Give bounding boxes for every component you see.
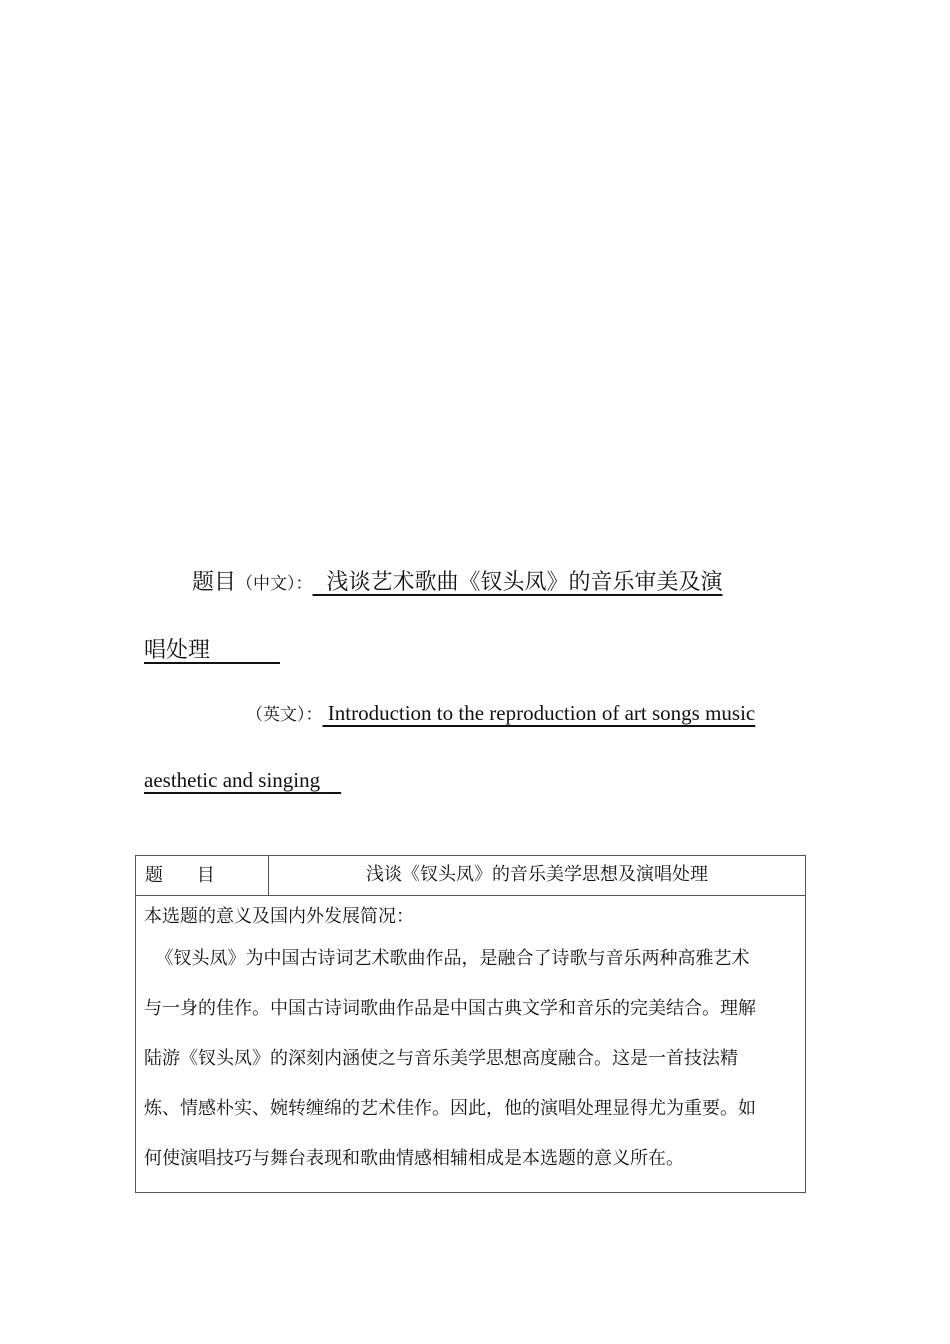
english-tag: （英文）： [246,705,323,725]
paragraph-line: 炼、情感朴实、婉转缠绵的艺术佳作。因此，他的演唱处理显得尤为重要。如 [144,1098,756,1119]
significance-cell [136,896,805,1192]
english-title-line-2 [144,765,341,797]
chinese-title-part-2: 唱处理 [144,638,211,663]
english-title-part-2: aesthetic and singing [144,768,321,792]
underline-filler [320,768,341,792]
chinese-title-part-1: 浅谈艺术歌曲《钗头凤》的音乐审美及演 [312,570,723,595]
title-label: 题目 [192,570,237,595]
section-heading: 本选题的意义及国内外发展简况： [144,906,414,927]
chinese-title-line-1 [192,566,806,601]
topic-label: 题 目 [136,856,269,895]
chinese-title-line-2 [144,634,280,668]
proposal-table [135,855,806,1193]
topic-value: 浅谈《钗头凤》的音乐美学思想及演唱处理 [366,864,708,885]
underline-filler [210,638,280,663]
paragraph-line: 与一身的佳作。中国古诗词歌曲作品是中国古典文学和音乐的完美结合。理解 [144,998,756,1019]
paragraph-line: 《钗头凤》为中国古诗词艺术歌曲作品，是融合了诗歌与音乐两种高雅艺术 [144,948,750,969]
paragraph-line: 陆游《钗头凤》的深刻内涵使之与音乐美学思想高度融合。这是一首技法精 [144,1048,738,1069]
english-title-part-1: Introduction to the reproduction of art songs music [322,701,756,725]
topic-row [136,856,805,896]
chinese-tag: （中文）： [236,574,313,594]
english-title-line-1 [246,698,806,730]
paragraph-line: 何使演唱技巧与舞台表现和歌曲情感相辅相成是本选题的意义所在。 [144,1148,684,1169]
